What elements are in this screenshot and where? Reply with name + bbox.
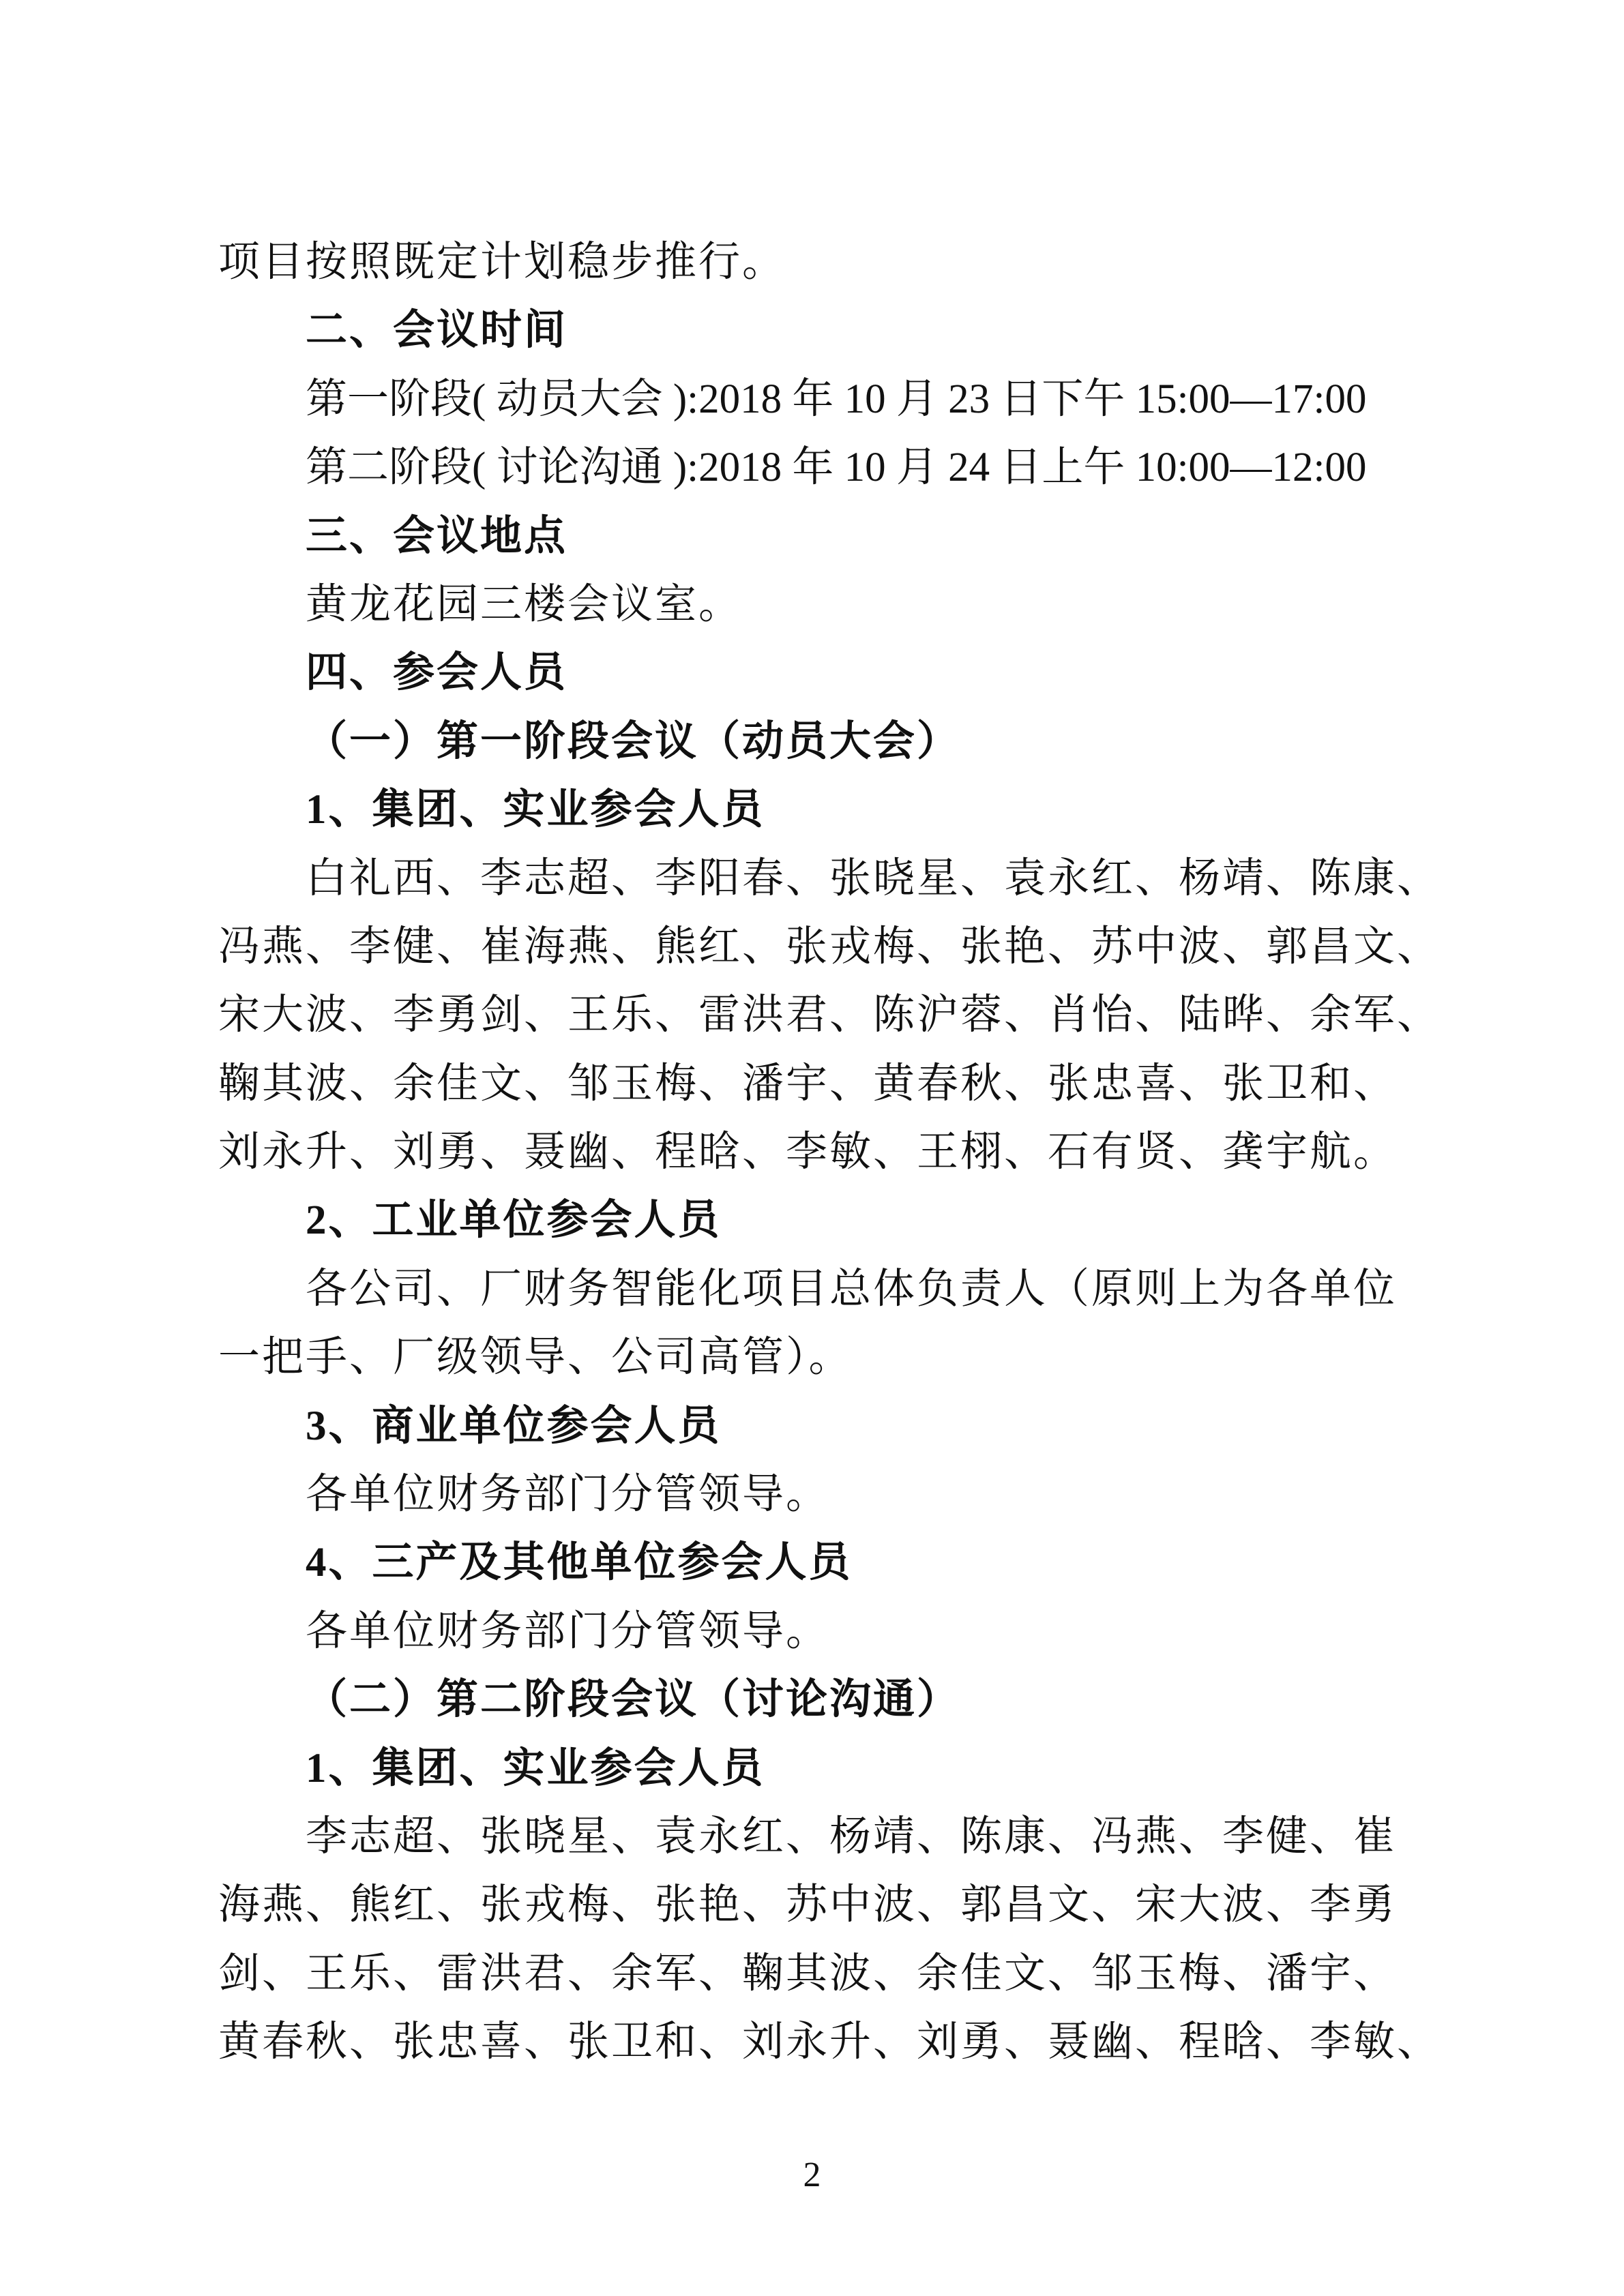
section-heading-attendees: 四、参会人员: [306, 650, 568, 696]
attendee-list-line: 白礼西、李志超、李阳春、张晓星、袁永红、杨靖、陈康、: [306, 855, 1441, 901]
group-heading: 4、三产及其他单位参会人员: [306, 1540, 853, 1586]
meeting-time-phase1: 第一阶段( 动员大会 ):2018 年 10 月 23 日下午 15:00—17:00: [306, 376, 1367, 422]
phase2-heading: （二）第二阶段会议（讨论沟通）: [306, 1677, 961, 1723]
phase1-heading: （一）第一阶段会议（动员大会）: [306, 718, 961, 764]
attendee-list-line: 刘永升、刘勇、聂幽、程晗、李敏、王栩、石有贤、龚宇航。: [218, 1129, 1398, 1176]
group-heading: 1、集团、实业参会人员: [306, 787, 765, 833]
attendee-list-line: 鞠其波、余佳文、邹玉梅、潘宇、黄春秋、张忠喜、张卫和、: [218, 1060, 1398, 1107]
section-heading-time: 二、会议时间: [306, 308, 568, 354]
meeting-time-phase2: 第二阶段( 讨论沟通 ):2018 年 10 月 24 日上午 10:00—12:00: [306, 445, 1367, 491]
attendee-list-line: 宋大波、李勇剑、王乐、雷洪君、陈沪蓉、肖怡、陆晔、余军、: [218, 992, 1441, 1039]
meeting-location: 黄龙花园三楼会议室。: [306, 581, 743, 627]
group-heading: 1、集团、实业参会人员: [306, 1745, 765, 1791]
attendee-description-line: 各单位财务部门分管领导。: [306, 1608, 830, 1654]
attendee-list-line: 剑、王乐、雷洪君、余军、鞠其波、余佳文、邹玉梅、潘宇、: [218, 1950, 1398, 1997]
attendee-description-line: 各公司、厂财务智能化项目总体负责人（原则上为各单位: [306, 1266, 1398, 1312]
attendee-list-line: 海燕、熊红、张戎梅、张艳、苏中波、郭昌文、宋大波、李勇: [218, 1882, 1398, 1928]
page-number: 2: [803, 2156, 821, 2194]
attendee-list-line: 冯燕、李健、崔海燕、熊红、张戎梅、张艳、苏中波、郭昌文、: [218, 923, 1441, 970]
attendee-description-line: 一把手、厂级领导、公司高管）。: [218, 1335, 853, 1381]
group-heading: 2、工业单位参会人员: [306, 1197, 722, 1244]
document-body: [218, 228, 1514, 2077]
attendee-list-line: 李志超、张晓星、袁永红、杨靖、陈康、冯燕、李健、崔: [306, 1813, 1398, 1860]
group-heading: 3、商业单位参会人员: [306, 1403, 722, 1449]
attendee-list-line: 黄春秋、张忠喜、张卫和、刘永升、刘勇、聂幽、程晗、李敏、: [218, 2019, 1441, 2066]
section-heading-location: 三、会议地点: [306, 513, 568, 559]
attendee-description-line: 各单位财务部门分管领导。: [306, 1472, 830, 1518]
body-line: 项目按照既定计划稳步推行。: [218, 239, 786, 285]
